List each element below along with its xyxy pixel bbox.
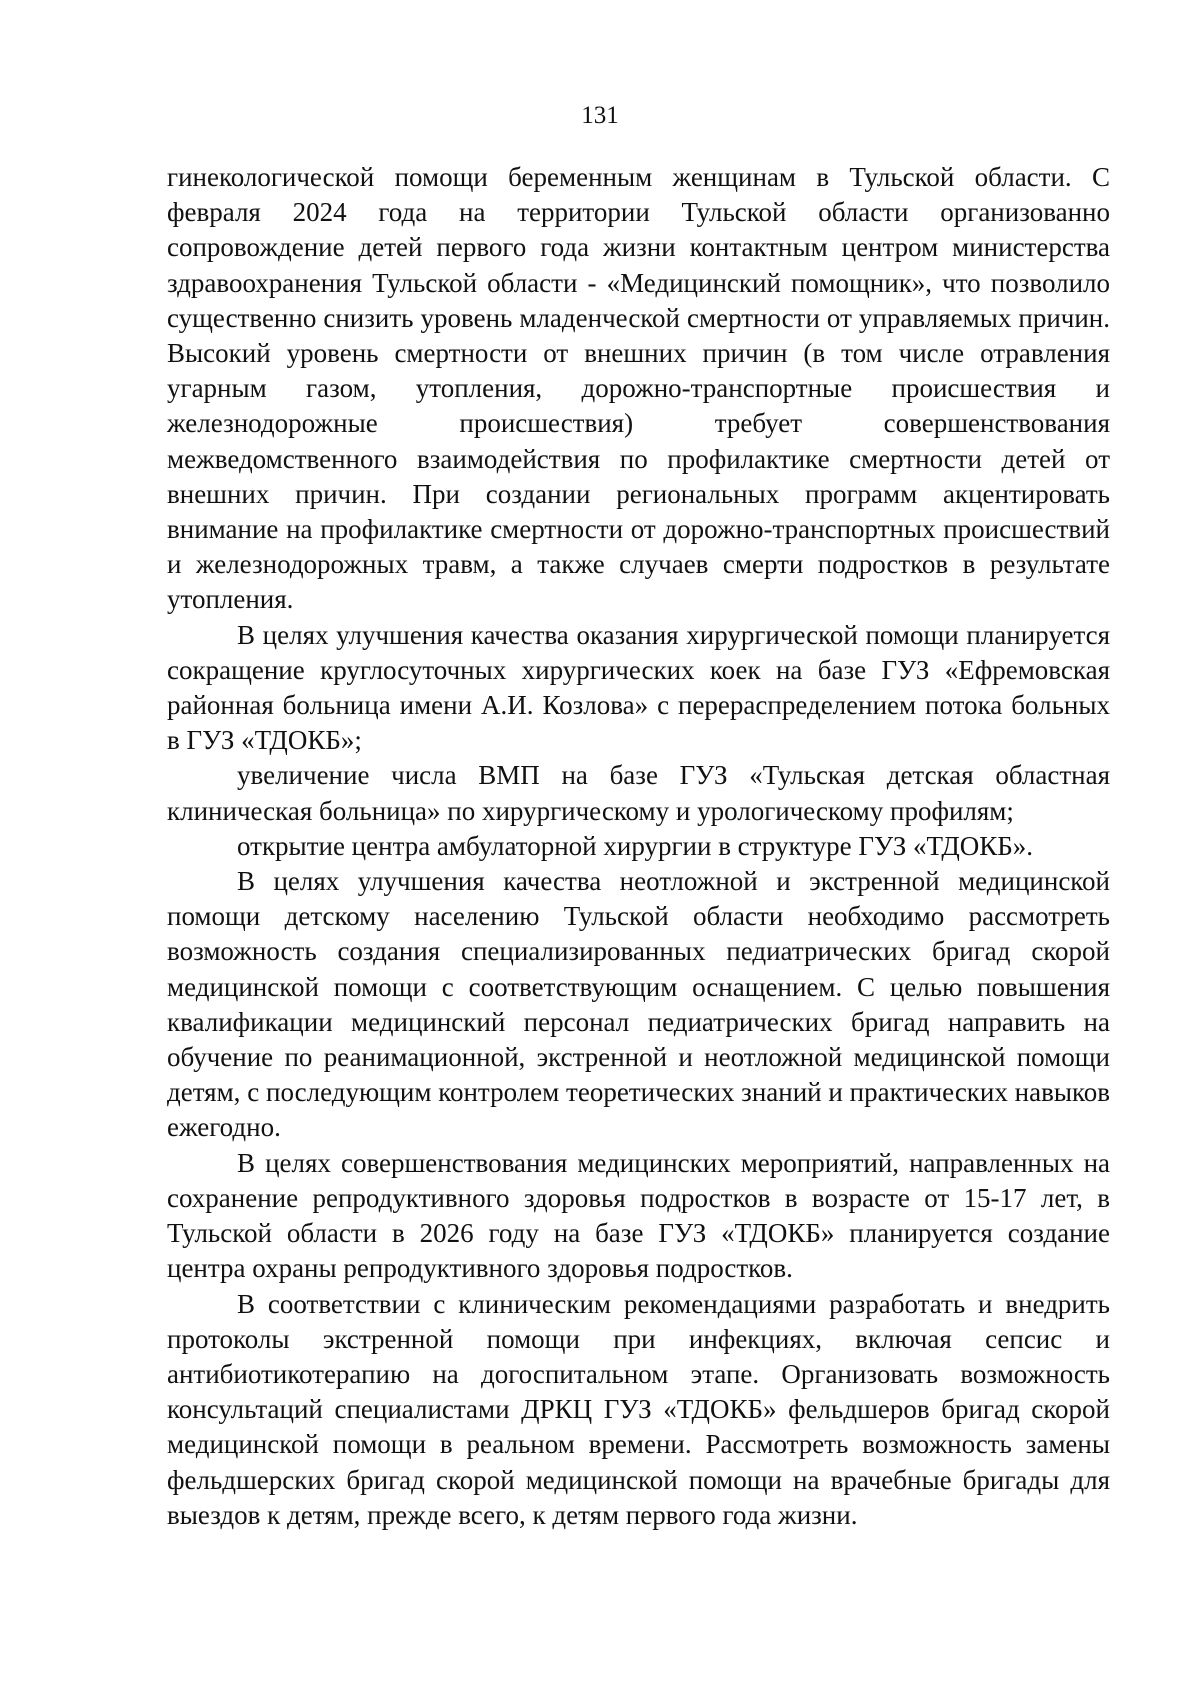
paragraph-clinical-protocols: В соответствии с клиническим рекомендациями разработать и внедрить протоколы экстренной помощи при инфекциях, включая сепсис и антибиотикотерапию на догоспитальном этапе. Организовать возможность консультаций специалистами ДРКЦ ГУЗ «ТДОКБ» фельдшеров бригад скорой медицинской помощи в реальном времени. Рассмотреть возможность замены фельдшерских бригад скорой медицинской помощи на врачебные бригады для выездов к детям, прежде всего, к детям первого года жизни. [167,1288,1110,1530]
paragraph-continuation: гинекологической помощи беременным женщинам в Тульской области. С февраля 2024 года на территории Тульской области организованно сопровождение детей первого года жизни контактным центром министерства здравоохранения Тульской области - «Медицинский помощник», что позволило существенно снизить уровень младенческой смертности от управляемых причин. Высокий уровень смертности от внешних причин (в том числе отравления угарным газом, утопления, дорожно-транспортные происшествия и железнодорожные происшествия) требует совершенствования межведомственного взаимодействия по профилактике смертности детей от внешних причин. При создании региональных программ акцентировать внимание на профилактике смертности от дорожно-транспортных происшествий и железнодорожных травм, а также случаев смерти подростков в результате утопления. [167,162,1110,615]
paragraph-reproductive-health: В целях совершенствования медицинских мероприятий, направленных на сохранение репродуктивного здоровья подростков в возрасте от 15-17 лет, в Тульской области в 2026 году на базе ГУЗ «ТДОКБ» планируется создание центра охраны репродуктивного здоровья подростков. [167,1147,1110,1284]
page-number: 131 [581,102,619,129]
document-body [167,160,1110,1533]
paragraph-ambulatory-surgery: открытие центра амбулаторной хирургии в структуре ГУЗ «ТДОКБ». [237,830,1033,861]
paragraph-emergency-care: В целях улучшения качества неотложной и экстренной медицинской помощи детскому населению Тульской области необходимо рассмотреть возможность создания специализированных педиатрических бригад скорой медицинской помощи с соответствующим оснащением. С целью повышения квалификации медицинский персонал педиатрических бригад направить на обучение по реанимационной, экстренной и неотложной медицинской помощи детям, с последующим контролем теоретических знаний и практических навыков ежегодно. [167,866,1110,1143]
paragraph-surgical-care: В целях улучшения качества оказания хирургической помощи планируется сокращение круглосуточных хирургических коек на базе ГУЗ «Ефремовская районная больница имени А.И. Козлова» с перераспределением потока больных в ГУЗ «ТДОКБ»; [167,619,1110,756]
paragraph-vmp-increase: увеличение числа ВМП на базе ГУЗ «Тульская детская областная клиническая больница» по хирургическому и урологическому профилям; [167,760,1110,826]
